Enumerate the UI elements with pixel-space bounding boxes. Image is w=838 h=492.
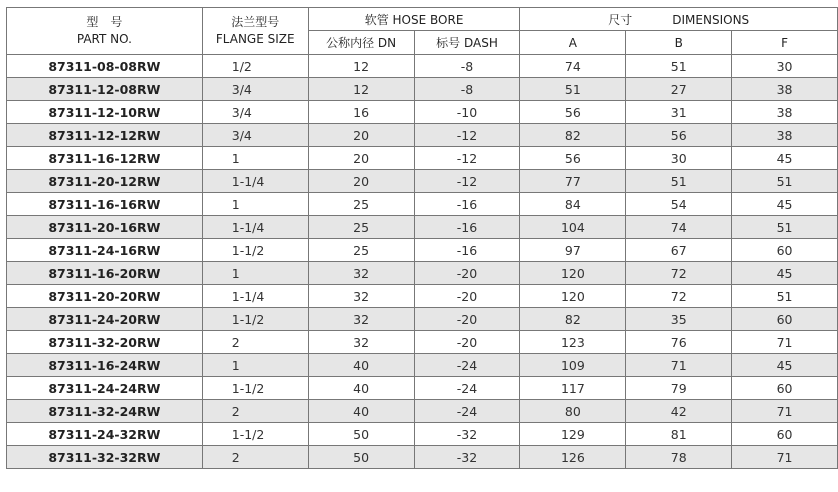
- dimension-f-cell: 60: [732, 239, 838, 262]
- dimension-b-cell: 54: [626, 193, 732, 216]
- part-number-cell: 87311-24-20RW: [7, 308, 203, 331]
- table-row: [7, 446, 838, 469]
- dash-cell: -32: [414, 446, 520, 469]
- dimension-f-cell: 45: [732, 262, 838, 285]
- flange-size-header: [202, 8, 308, 55]
- dash-cell: -16: [414, 216, 520, 239]
- dimension-f-header: F: [732, 31, 838, 55]
- dash-cell: -16: [414, 239, 520, 262]
- dimensions-header-en: DIMENSIONS: [672, 12, 750, 27]
- part-number-cell: 87311-20-20RW: [7, 285, 203, 308]
- dn-cell: 20: [308, 147, 414, 170]
- flange-size-cell: 1: [202, 147, 308, 170]
- dash-cell: -20: [414, 331, 520, 354]
- table-row: [7, 101, 838, 124]
- flange-size-cell: 3/4: [202, 101, 308, 124]
- dimension-f-cell: 60: [732, 377, 838, 400]
- dash-cell: -12: [414, 147, 520, 170]
- dimension-b-cell: 42: [626, 400, 732, 423]
- dn-cell: 20: [308, 170, 414, 193]
- dimension-f-cell: 38: [732, 101, 838, 124]
- part-number-cell: 87311-32-20RW: [7, 331, 203, 354]
- table-body: [7, 55, 838, 469]
- dn-cell: 20: [308, 124, 414, 147]
- table-row: [7, 423, 838, 446]
- dimension-b-cell: 74: [626, 216, 732, 239]
- flange-size-cell: 1: [202, 354, 308, 377]
- dimension-a-cell: 82: [520, 124, 626, 147]
- dash-cell: -24: [414, 354, 520, 377]
- dimension-b-cell: 56: [626, 124, 732, 147]
- dimension-b-cell: 72: [626, 262, 732, 285]
- dn-cell: 12: [308, 78, 414, 101]
- dn-cell: 16: [308, 101, 414, 124]
- dn-cell: 25: [308, 239, 414, 262]
- dimension-b-cell: 30: [626, 147, 732, 170]
- dash-cell: -12: [414, 124, 520, 147]
- dimension-a-cell: 126: [520, 446, 626, 469]
- flange-size-cell: 1-1/2: [202, 377, 308, 400]
- dn-cell: 40: [308, 400, 414, 423]
- part-number-cell: 87311-32-24RW: [7, 400, 203, 423]
- dn-cell: 25: [308, 216, 414, 239]
- dimension-b-cell: 79: [626, 377, 732, 400]
- table-row: [7, 239, 838, 262]
- dimension-a-cell: 74: [520, 55, 626, 78]
- dimension-a-cell: 84: [520, 193, 626, 216]
- table-row: [7, 262, 838, 285]
- dash-cell: -10: [414, 101, 520, 124]
- dimension-a-cell: 117: [520, 377, 626, 400]
- dash-cell: -20: [414, 308, 520, 331]
- dimension-a-cell: 82: [520, 308, 626, 331]
- flange-size-cell: 1-1/2: [202, 423, 308, 446]
- part-number-cell: 87311-12-10RW: [7, 101, 203, 124]
- dimension-b-cell: 27: [626, 78, 732, 101]
- dimension-f-cell: 51: [732, 216, 838, 239]
- part-number-cell: 87311-16-12RW: [7, 147, 203, 170]
- dimension-b-cell: 51: [626, 55, 732, 78]
- dash-header: 标号 DASH: [414, 31, 520, 55]
- dimensions-header-cn: 尺寸: [608, 12, 633, 27]
- dimension-b-cell: 51: [626, 170, 732, 193]
- dn-cell: 50: [308, 446, 414, 469]
- dimension-f-cell: 45: [732, 147, 838, 170]
- table-row: [7, 147, 838, 170]
- dash-cell: -8: [414, 78, 520, 101]
- hose-fitting-spec-table: [6, 7, 838, 469]
- dimension-a-cell: 77: [520, 170, 626, 193]
- dimension-f-cell: 30: [732, 55, 838, 78]
- dimension-b-header: B: [626, 31, 732, 55]
- spec-table-container: [6, 7, 838, 469]
- table-row: [7, 193, 838, 216]
- dimension-a-cell: 80: [520, 400, 626, 423]
- dimension-b-cell: 81: [626, 423, 732, 446]
- dash-cell: -32: [414, 423, 520, 446]
- dimension-b-cell: 35: [626, 308, 732, 331]
- flange-size-cell: 1: [202, 262, 308, 285]
- dimension-f-cell: 45: [732, 193, 838, 216]
- flange-size-cell: 2: [202, 400, 308, 423]
- dimension-a-cell: 123: [520, 331, 626, 354]
- dimension-f-cell: 60: [732, 423, 838, 446]
- dimension-b-cell: 67: [626, 239, 732, 262]
- part-no-header: [7, 8, 203, 55]
- dash-cell: -16: [414, 193, 520, 216]
- flange-size-cell: 1-1/2: [202, 308, 308, 331]
- dn-cell: 40: [308, 354, 414, 377]
- dn-cell: 32: [308, 308, 414, 331]
- table-row: [7, 377, 838, 400]
- dimension-f-cell: 60: [732, 308, 838, 331]
- dimension-f-cell: 38: [732, 78, 838, 101]
- dn-cell: 25: [308, 193, 414, 216]
- table-header: [7, 8, 838, 55]
- flange-size-cell: 1-1/4: [202, 170, 308, 193]
- dn-cell: 32: [308, 285, 414, 308]
- table-row: [7, 55, 838, 78]
- dn-header: 公称内径 DN: [308, 31, 414, 55]
- dimension-a-cell: 56: [520, 147, 626, 170]
- flange-size-cell: 1-1/4: [202, 285, 308, 308]
- flange-size-header-cn: 法兰型号: [231, 15, 280, 29]
- dash-cell: -20: [414, 285, 520, 308]
- dimension-f-cell: 71: [732, 331, 838, 354]
- dn-cell: 32: [308, 262, 414, 285]
- dimension-f-cell: 71: [732, 446, 838, 469]
- flange-size-cell: 3/4: [202, 78, 308, 101]
- dn-cell: 32: [308, 331, 414, 354]
- dimension-f-cell: 51: [732, 285, 838, 308]
- dimension-a-header: A: [520, 31, 626, 55]
- table-row: [7, 400, 838, 423]
- hose-bore-header: 软管 HOSE BORE: [308, 8, 520, 31]
- dimension-b-cell: 71: [626, 354, 732, 377]
- part-no-header-cn: 型 号: [86, 15, 123, 29]
- dimension-a-cell: 120: [520, 262, 626, 285]
- table-row: [7, 285, 838, 308]
- dimension-f-cell: 71: [732, 400, 838, 423]
- flange-size-cell: 2: [202, 331, 308, 354]
- dimension-a-cell: 56: [520, 101, 626, 124]
- dn-cell: 12: [308, 55, 414, 78]
- flange-size-header-en: FLANGE SIZE: [215, 32, 295, 46]
- dimension-b-cell: 76: [626, 331, 732, 354]
- part-number-cell: 87311-16-20RW: [7, 262, 203, 285]
- table-row: [7, 331, 838, 354]
- table-row: [7, 170, 838, 193]
- dash-cell: -8: [414, 55, 520, 78]
- part-number-cell: 87311-20-16RW: [7, 216, 203, 239]
- dash-cell: -24: [414, 400, 520, 423]
- flange-size-cell: 1-1/2: [202, 239, 308, 262]
- table-row: [7, 308, 838, 331]
- table-row: [7, 216, 838, 239]
- flange-size-cell: 3/4: [202, 124, 308, 147]
- flange-size-cell: 1: [202, 193, 308, 216]
- part-number-cell: 87311-24-24RW: [7, 377, 203, 400]
- part-no-header-en: PART NO.: [76, 32, 132, 46]
- part-number-cell: 87311-12-08RW: [7, 78, 203, 101]
- flange-size-cell: 1/2: [202, 55, 308, 78]
- part-number-cell: 87311-16-16RW: [7, 193, 203, 216]
- table-row: [7, 124, 838, 147]
- dimension-a-cell: 120: [520, 285, 626, 308]
- dimension-f-cell: 45: [732, 354, 838, 377]
- part-number-cell: 87311-08-08RW: [7, 55, 203, 78]
- dimension-f-cell: 38: [732, 124, 838, 147]
- dimensions-header: [520, 8, 838, 31]
- dimension-a-cell: 97: [520, 239, 626, 262]
- dash-cell: -24: [414, 377, 520, 400]
- part-number-cell: 87311-32-32RW: [7, 446, 203, 469]
- part-number-cell: 87311-24-16RW: [7, 239, 203, 262]
- part-number-cell: 87311-24-32RW: [7, 423, 203, 446]
- flange-size-cell: 2: [202, 446, 308, 469]
- dimension-a-cell: 109: [520, 354, 626, 377]
- dash-cell: -20: [414, 262, 520, 285]
- table-row: [7, 354, 838, 377]
- part-number-cell: 87311-12-12RW: [7, 124, 203, 147]
- dimension-b-cell: 31: [626, 101, 732, 124]
- dimension-f-cell: 51: [732, 170, 838, 193]
- part-number-cell: 87311-20-12RW: [7, 170, 203, 193]
- dimension-b-cell: 72: [626, 285, 732, 308]
- dimension-a-cell: 51: [520, 78, 626, 101]
- dash-cell: -12: [414, 170, 520, 193]
- dimension-b-cell: 78: [626, 446, 732, 469]
- table-row: [7, 78, 838, 101]
- flange-size-cell: 1-1/4: [202, 216, 308, 239]
- dn-cell: 50: [308, 423, 414, 446]
- dimension-a-cell: 104: [520, 216, 626, 239]
- part-number-cell: 87311-16-24RW: [7, 354, 203, 377]
- dn-cell: 40: [308, 377, 414, 400]
- dimension-a-cell: 129: [520, 423, 626, 446]
